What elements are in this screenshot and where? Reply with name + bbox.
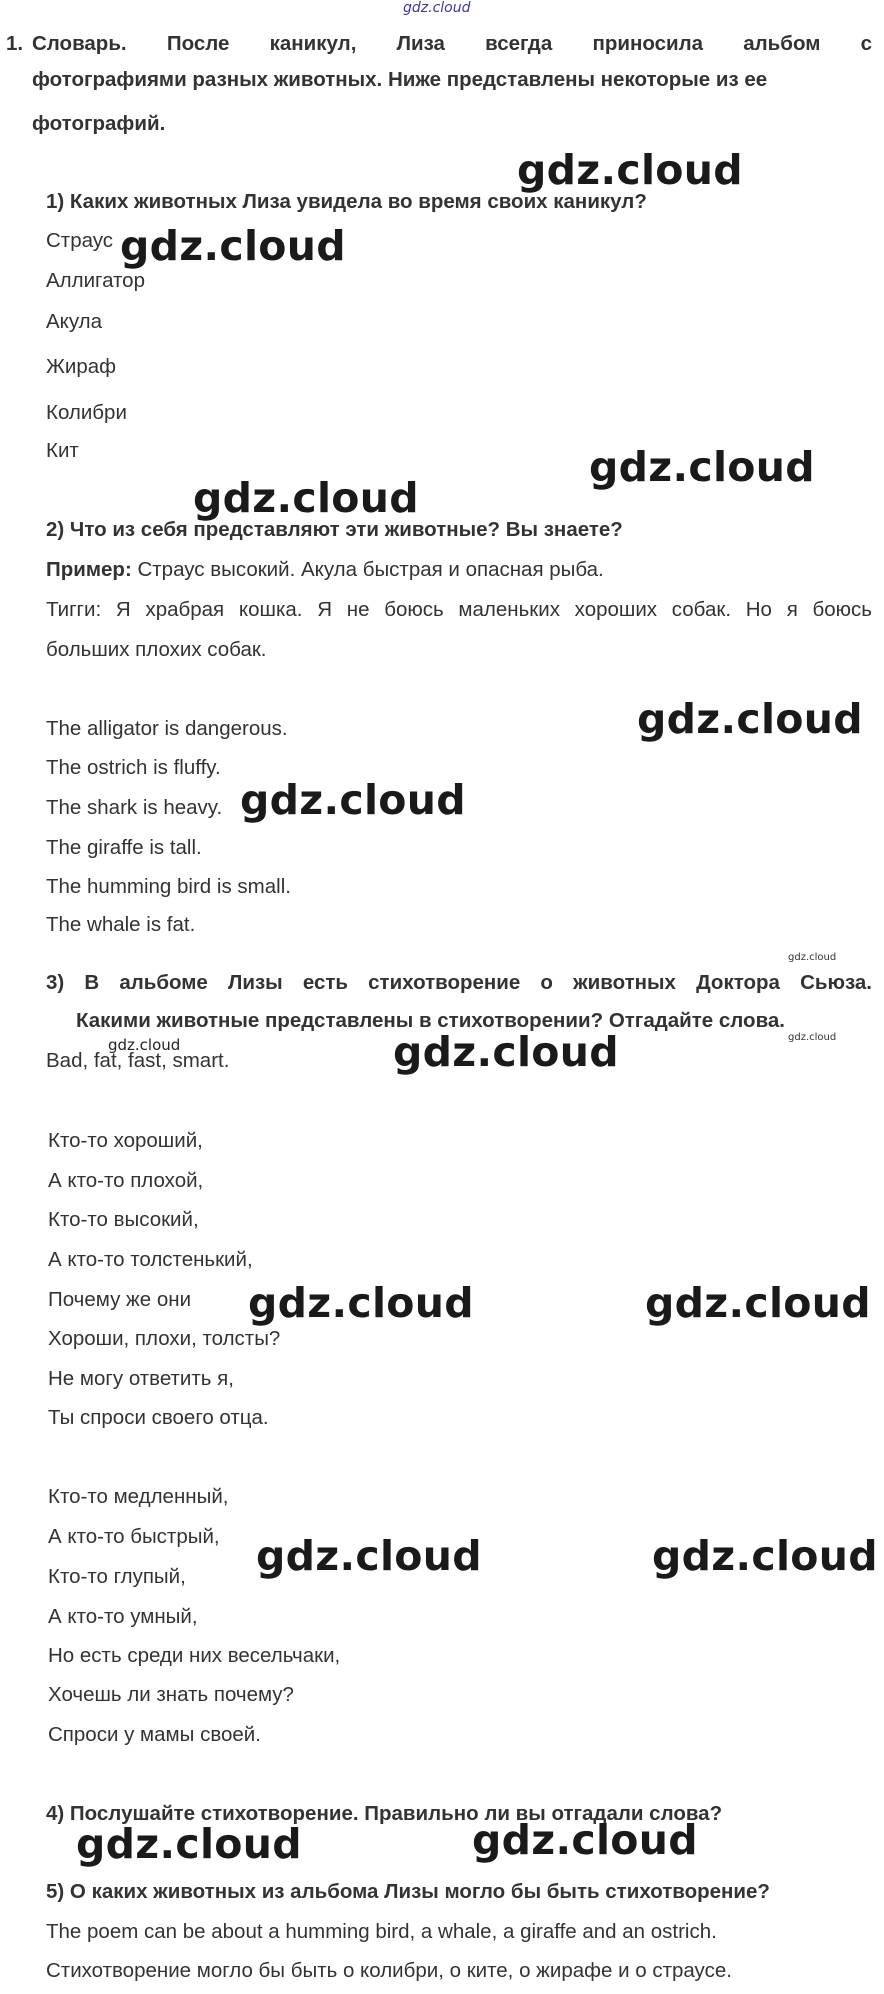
- answer-2-item: The giraffe is tall.: [46, 836, 202, 859]
- poem-line: А кто-то быстрый,: [48, 1525, 220, 1548]
- question-4: 4) Послушайте стихотворение. Правильно ли вы отгадали слова?: [46, 1802, 723, 1825]
- poem-line: Почему же они: [48, 1288, 192, 1311]
- question-3-line-2: Какими животные представлены в стихотворении? Отгадайте слова.: [76, 1009, 786, 1032]
- answer-1-item: Колибри: [46, 401, 127, 424]
- answer-2-item: The whale is fat.: [46, 913, 196, 936]
- poem-line: Спроси у мамы своей.: [48, 1723, 261, 1746]
- question-5: 5) О каких животных из альбома Лизы могло бы быть стихотворение?: [46, 1880, 770, 1903]
- guess-words: Bad, fat, fast, smart.: [46, 1049, 230, 1072]
- watermark: gdz.cloud: [240, 776, 466, 824]
- poem-line: Не могу ответить я,: [48, 1367, 234, 1390]
- watermark-top: gdz.cloud: [403, 0, 471, 16]
- answer-1-item: Акула: [46, 310, 103, 333]
- watermark: gdz.cloud: [193, 474, 419, 522]
- watermark: gdz.cloud: [517, 146, 743, 194]
- poem-line: Кто-то хороший,: [48, 1129, 203, 1152]
- tiggi-line-1: Тигги: Я храбрая кошка. Я не боюсь маленьких хороших собак. Но я боюсь: [46, 598, 872, 621]
- watermark-tiny: gdz.cloud: [108, 1036, 181, 1054]
- answer-2-item: The humming bird is small.: [46, 875, 291, 898]
- answer-1-item: Аллигатор: [46, 269, 145, 292]
- question-2: 2) Что из себя представляют эти животные? Вы знаете?: [46, 518, 623, 541]
- watermark: gdz.cloud: [393, 1028, 619, 1076]
- watermark: gdz.cloud: [637, 695, 863, 743]
- watermark: gdz.cloud: [589, 443, 815, 491]
- answer-1-item: Жираф: [46, 355, 117, 378]
- task-number: 1.: [6, 32, 24, 55]
- answer-2-item: The ostrich is fluffy.: [46, 756, 221, 779]
- intro-line-2: фотографиями разных животных. Ниже представлены некоторые из ее: [32, 68, 768, 91]
- answer-5-ru: Стихотворение могло бы быть о колибри, о ките, о жирафе и о страусе.: [46, 1959, 732, 1982]
- intro-line-3: фотографий.: [32, 112, 166, 135]
- watermark-small: gdz.cloud: [788, 952, 837, 963]
- example-text: Страус высокий. Акула быстрая и опасная рыба.: [131, 558, 604, 581]
- watermark-small: gdz.cloud: [788, 1032, 837, 1043]
- answer-2-item: The alligator is dangerous.: [46, 717, 288, 740]
- answer-1-item: Страус: [46, 229, 114, 252]
- intro-line-1: Словарь. После каникул, Лиза всегда приносила альбом с: [32, 32, 872, 55]
- watermark: gdz.cloud: [472, 1816, 698, 1864]
- poem-line: Но есть среди них весельчаки,: [48, 1644, 341, 1667]
- poem-line: Кто-то медленный,: [48, 1485, 229, 1508]
- watermark: gdz.cloud: [256, 1532, 482, 1580]
- example-label: Пример:: [46, 558, 132, 581]
- poem-line: Ты спроси своего отца.: [48, 1406, 269, 1429]
- poem-line: Кто-то глупый,: [48, 1565, 186, 1588]
- tiggi-line-2: больших плохих собак.: [46, 638, 267, 661]
- watermark: gdz.cloud: [120, 222, 346, 270]
- watermark: gdz.cloud: [76, 1820, 302, 1868]
- example-line: [46, 556, 604, 584]
- poem-line: Хочешь ли знать почему?: [48, 1683, 294, 1706]
- question-1: 1) Каких животных Лиза увидела во время своих каникул?: [46, 190, 647, 213]
- answer-5-en: The poem can be about a humming bird, a whale, a giraffe and an ostrich.: [46, 1920, 717, 1943]
- poem-line: А кто-то толстенький,: [48, 1248, 253, 1271]
- question-3-line-1: 3) В альбоме Лизы есть стихотворение о животных Доктора Сьюза.: [46, 971, 872, 994]
- watermark: gdz.cloud: [645, 1279, 871, 1327]
- answer-2-item: The shark is heavy.: [46, 796, 223, 819]
- watermark: gdz.cloud: [652, 1532, 878, 1580]
- poem-line: А кто-то плохой,: [48, 1169, 204, 1192]
- poem-line: А кто-то умный,: [48, 1605, 198, 1628]
- watermark: gdz.cloud: [248, 1279, 474, 1327]
- poem-line: Кто-то высокий,: [48, 1208, 199, 1231]
- answer-1-item: Кит: [46, 439, 79, 462]
- poem-line: Хороши, плохи, толсты?: [48, 1327, 281, 1350]
